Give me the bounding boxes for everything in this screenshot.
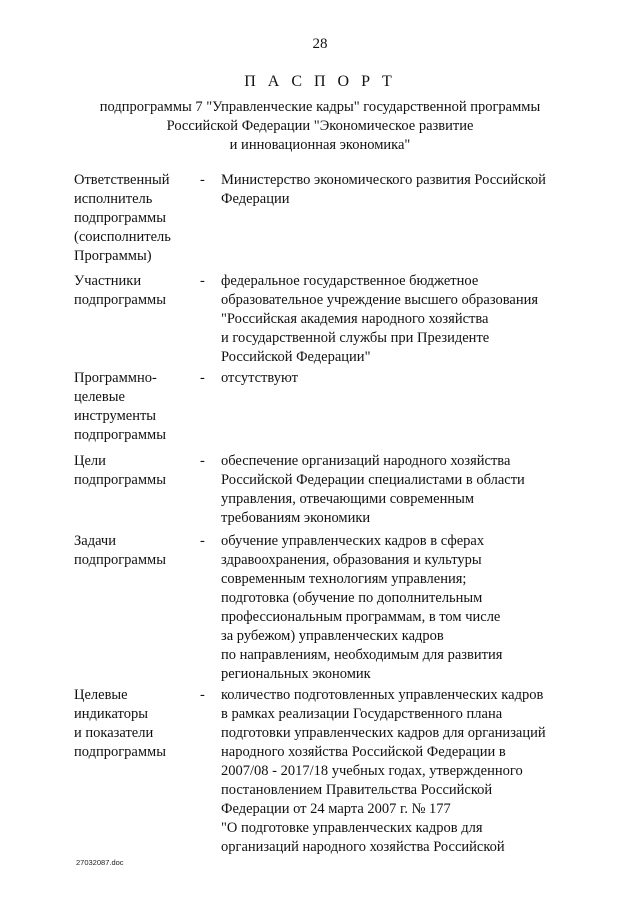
row-value [221, 532, 581, 684]
row-label [74, 171, 194, 266]
row-label-line: Ответственный [74, 172, 170, 188]
row-label-line: целевые [74, 389, 125, 405]
document-title: П А С П О Р Т [244, 73, 396, 90]
row-dash: - [200, 687, 205, 703]
row-label-line: подпрограммы [74, 292, 166, 308]
subtitle-line: подпрограммы 7 "Управленческие кадры" государственной программы [99, 99, 541, 115]
row-value-line: Федерации [221, 191, 290, 207]
row-value-line: обеспечение организаций народного хозяйства [221, 453, 511, 469]
row-value-line: Российской Федерации" [221, 349, 371, 365]
row-value [221, 171, 581, 209]
row-value-line: 2007/08 - 2017/18 учебных годах, утвержденного [221, 763, 523, 779]
row-value-line: подготовка (обучение по дополнительным [221, 590, 483, 606]
row-dash: - [200, 370, 205, 386]
row-label [74, 272, 194, 310]
row-value-line: здравоохранения, образования и культуры [221, 552, 482, 568]
row-value-line: федеральное государственное бюджетное [221, 273, 479, 289]
row-label [74, 532, 194, 570]
row-dash: - [200, 533, 205, 549]
row-value-line: Российской Федерации специалистами в области [221, 472, 525, 488]
row-value-line: подготовки управленческих кадров для организаций [221, 725, 546, 741]
row-label [74, 369, 194, 445]
subtitle-line: Российской Федерации "Экономическое развитие [166, 118, 474, 134]
row-value-line: "Российская академия народного хозяйства [221, 311, 489, 327]
row-value [221, 686, 581, 857]
row-label-line: исполнитель [74, 191, 153, 207]
row-label-line: подпрограммы [74, 210, 166, 226]
row-value [221, 272, 581, 367]
row-label-line: и показатели [74, 725, 154, 741]
row-value-line: Министерство экономического развития Российской [221, 172, 546, 188]
footer-filename: 27032087.doc [76, 858, 124, 867]
row-value-line: требованиям экономики [221, 510, 371, 526]
row-dash: - [200, 453, 205, 469]
row-value-line: управления, отвечающими современным [221, 491, 475, 507]
row-value-line: отсутствуют [221, 370, 298, 386]
row-dash: - [200, 273, 205, 289]
row-label-line: Программно- [74, 370, 157, 386]
row-label-line: инструменты [74, 408, 157, 424]
row-value-line: "О подготовке управленческих кадров для [221, 820, 483, 836]
document-subtitle [0, 98, 640, 155]
row-label [74, 452, 194, 490]
row-value [221, 369, 581, 388]
row-dash: - [200, 172, 205, 188]
subtitle-line: и инновационная экономика" [229, 137, 411, 153]
row-value-line: образовательное учреждение высшего образования [221, 292, 539, 308]
row-label-line: подпрограммы [74, 744, 166, 760]
row-value-line: и государственной службы при Президенте [221, 330, 490, 346]
row-label-line: подпрограммы [74, 472, 166, 488]
row-label-line: Целевые [74, 687, 128, 703]
row-label-line: индикаторы [74, 706, 148, 722]
row-value-line: региональных экономик [221, 666, 371, 682]
row-label-line: Программы) [74, 248, 152, 264]
row-value-line: народного хозяйства Российской Федерации в [221, 744, 506, 760]
row-label-line: подпрограммы [74, 552, 166, 568]
row-label-line: (соисполнитель [74, 229, 171, 245]
row-value-line: за рубежом) управленческих кадров [221, 628, 444, 644]
row-label-line: Участники [74, 273, 142, 289]
row-value-line: постановлением Правительства Российской [221, 782, 493, 798]
row-value-line: профессиональным программам, в том числе [221, 609, 501, 625]
row-value [221, 452, 581, 528]
row-value-line: обучение управленческих кадров в сферах [221, 533, 485, 549]
row-value-line: Федерации от 24 марта 2007 г. № 177 [221, 801, 451, 817]
row-value-line: организаций народного хозяйства Российской [221, 839, 505, 855]
row-label [74, 686, 194, 762]
row-value-line: по направлениям, необходимым для развития [221, 647, 503, 663]
row-value-line: в рамках реализации Государственного плана [221, 706, 503, 722]
row-value-line: современным технологиям управления; [221, 571, 467, 587]
row-label-line: Задачи [74, 533, 116, 549]
page-number: 28 [312, 36, 328, 52]
row-value-line: количество подготовленных управленческих кадров [221, 687, 544, 703]
row-label-line: подпрограммы [74, 427, 166, 443]
row-label-line: Цели [74, 453, 106, 469]
